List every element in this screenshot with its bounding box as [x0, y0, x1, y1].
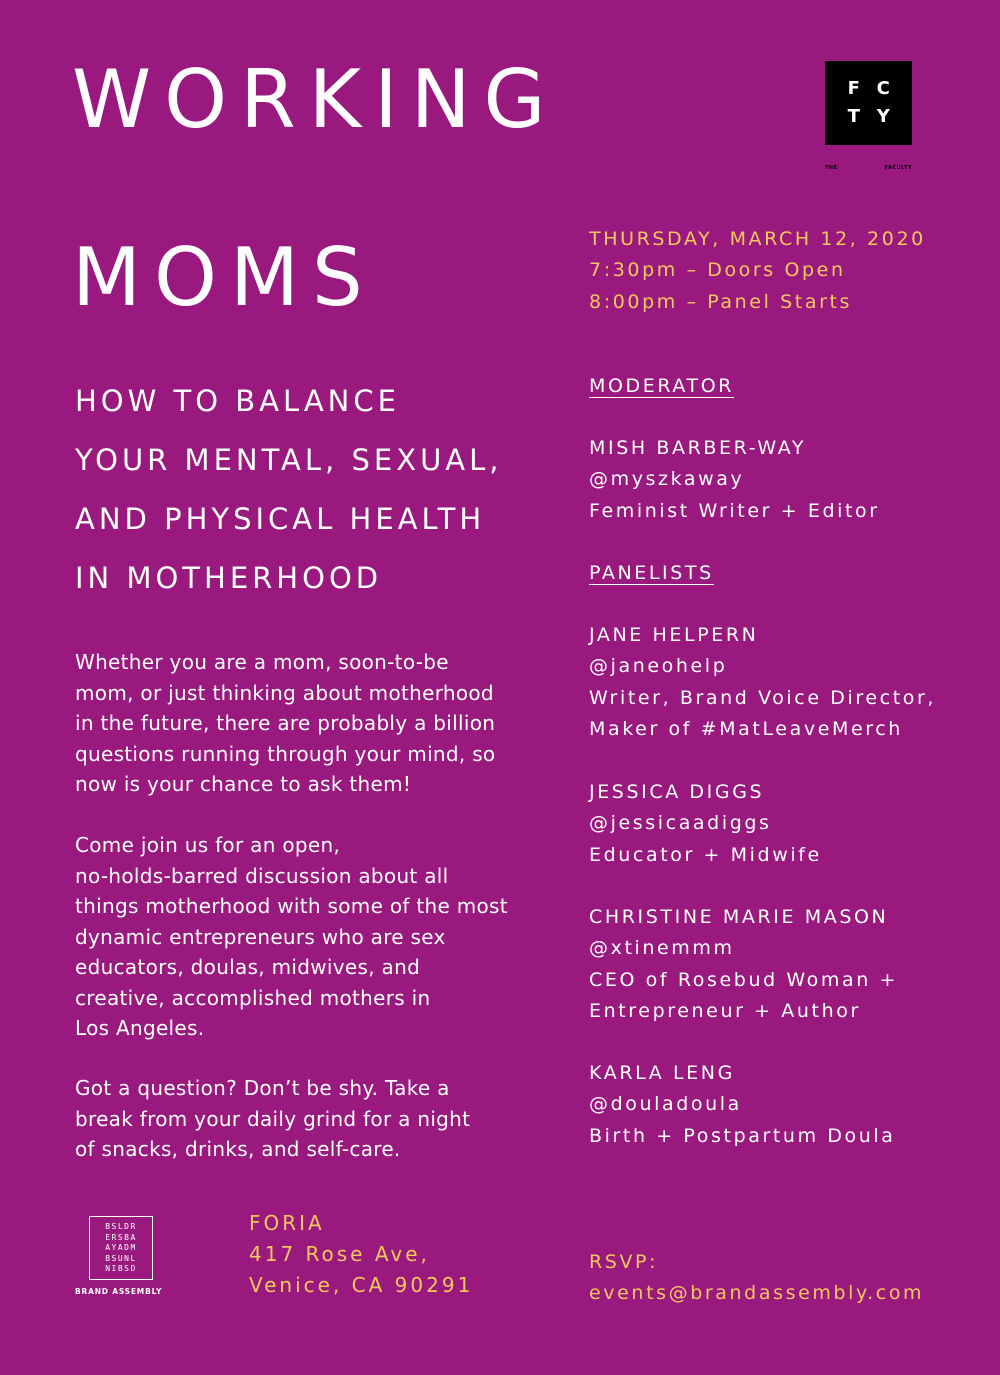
- panelist-role: Birth + Postpartum Doula: [589, 1124, 896, 1147]
- fcty-letter-y: Y: [876, 106, 890, 127]
- panelist-role: Educator + Midwife: [589, 843, 822, 866]
- panelists-section: [589, 558, 989, 589]
- moderator-section: [589, 371, 989, 402]
- text-line: Got a question? Don’t be shy. Take a: [75, 1076, 450, 1100]
- text-line: educators, doulas, midwives, and: [75, 955, 421, 979]
- fcty-caption-left: THE: [825, 165, 838, 171]
- venue-street: 417 Rose Ave,: [249, 1242, 430, 1266]
- text-line: no-holds-barred discussion about all: [75, 863, 449, 888]
- panelist-handle: @janeohelp: [589, 655, 728, 678]
- logo-row: NIBSD: [105, 1264, 137, 1273]
- subtitle-line: IN MOTHERHOOD: [75, 561, 383, 595]
- panelist-role: Maker of #MatLeaveMerch: [589, 717, 903, 740]
- panelist-item: [589, 1058, 989, 1152]
- brand-assembly-logo: [89, 1216, 153, 1280]
- venue-name: FORIA: [249, 1211, 325, 1235]
- panelist-item: [589, 620, 989, 745]
- rsvp: [589, 1247, 924, 1309]
- venue: [249, 1208, 473, 1301]
- subtitle-line: YOUR MENTAL, SEXUAL,: [75, 443, 503, 477]
- logo-row: BSUNL: [105, 1253, 137, 1263]
- text-line: break from your daily grind for a night: [75, 1106, 471, 1131]
- fcty-letter-c: C: [876, 78, 890, 99]
- fcty-letter-t: T: [847, 106, 860, 127]
- logo-row: ERSBA: [105, 1232, 137, 1242]
- moderator-role: Feminist Writer + Editor: [589, 499, 880, 522]
- panelist-name: JANE HELPERN: [589, 624, 759, 646]
- brand-assembly-caption: BRAND ASSEMBLY: [75, 1287, 163, 1296]
- fcty-caption: [825, 165, 912, 171]
- fcty-caption-right: FACULTY: [884, 165, 912, 171]
- panelists-heading: PANELISTS: [589, 562, 714, 584]
- description-paragraph-3: [75, 1073, 555, 1165]
- venue-city: Venice, CA 90291: [249, 1273, 474, 1297]
- moderator-heading: MODERATOR: [589, 375, 735, 397]
- text-line: things motherhood with some of the most: [75, 894, 508, 918]
- panelist-name: KARLA LENG: [589, 1062, 735, 1084]
- panelist-name: CHRISTINE MARIE MASON: [589, 906, 889, 928]
- panelist-handle: @xtinemmm: [589, 937, 735, 960]
- panelist-item: [589, 777, 989, 871]
- text-line: Come join us for an open,: [75, 833, 341, 857]
- text-line: questions running through your mind, so: [75, 741, 496, 766]
- text-line: Los Angeles.: [75, 1016, 205, 1040]
- description-paragraph-1: [75, 647, 555, 800]
- logo-row: AYADM: [105, 1243, 137, 1252]
- event-date: THURSDAY, MARCH 12, 2020: [589, 228, 926, 250]
- text-line: dynamic entrepreneurs who are sex: [75, 924, 446, 949]
- rsvp-label: RSVP:: [589, 1251, 659, 1273]
- moderator-handle: @myszkaway: [589, 468, 745, 491]
- panelist-role: Entrepreneur + Author: [589, 999, 861, 1022]
- event-panel: 8:00pm – Panel Starts: [589, 290, 853, 313]
- title-line-1: WORKING: [72, 53, 559, 146]
- panelist-item: [589, 902, 989, 1027]
- text-line: creative, accomplished mothers in: [75, 985, 431, 1010]
- text-line: of snacks, drinks, and self-care.: [75, 1137, 401, 1161]
- subtitle-line: AND PHYSICAL HEALTH: [75, 502, 486, 536]
- panelist-role: Writer, Brand Voice Director,: [589, 686, 937, 709]
- panelist-role: CEO of Rosebud Woman +: [589, 968, 899, 991]
- fcty-letter-f: F: [847, 78, 860, 99]
- panelist-handle: @douladoula: [589, 1093, 742, 1116]
- rsvp-email[interactable]: events@brandassembly.com: [589, 1282, 925, 1304]
- moderator-details: [589, 433, 989, 527]
- moderator-name: MISH BARBER-WAY: [589, 437, 807, 459]
- logo-row: BSLDR: [105, 1222, 137, 1231]
- description-paragraph-2: [75, 830, 555, 1044]
- event-doors: 7:30pm – Doors Open: [589, 259, 846, 282]
- text-line: now is your chance to ask them!: [75, 772, 412, 796]
- text-line: mom, or just thinking about motherhood: [75, 680, 494, 705]
- text-line: Whether you are a mom, soon-to-be: [75, 650, 449, 674]
- fcty-logo: [825, 61, 912, 145]
- text-line: in the future, there are probably a billion: [75, 711, 496, 735]
- panelist-handle: @jessicaadiggs: [589, 812, 772, 835]
- subtitle-line: HOW TO BALANCE: [75, 384, 400, 418]
- panelist-name: JESSICA DIGGS: [589, 781, 765, 803]
- event-info: [589, 224, 989, 318]
- subtitle: [75, 372, 575, 608]
- title-line-2: MOMS: [72, 231, 376, 324]
